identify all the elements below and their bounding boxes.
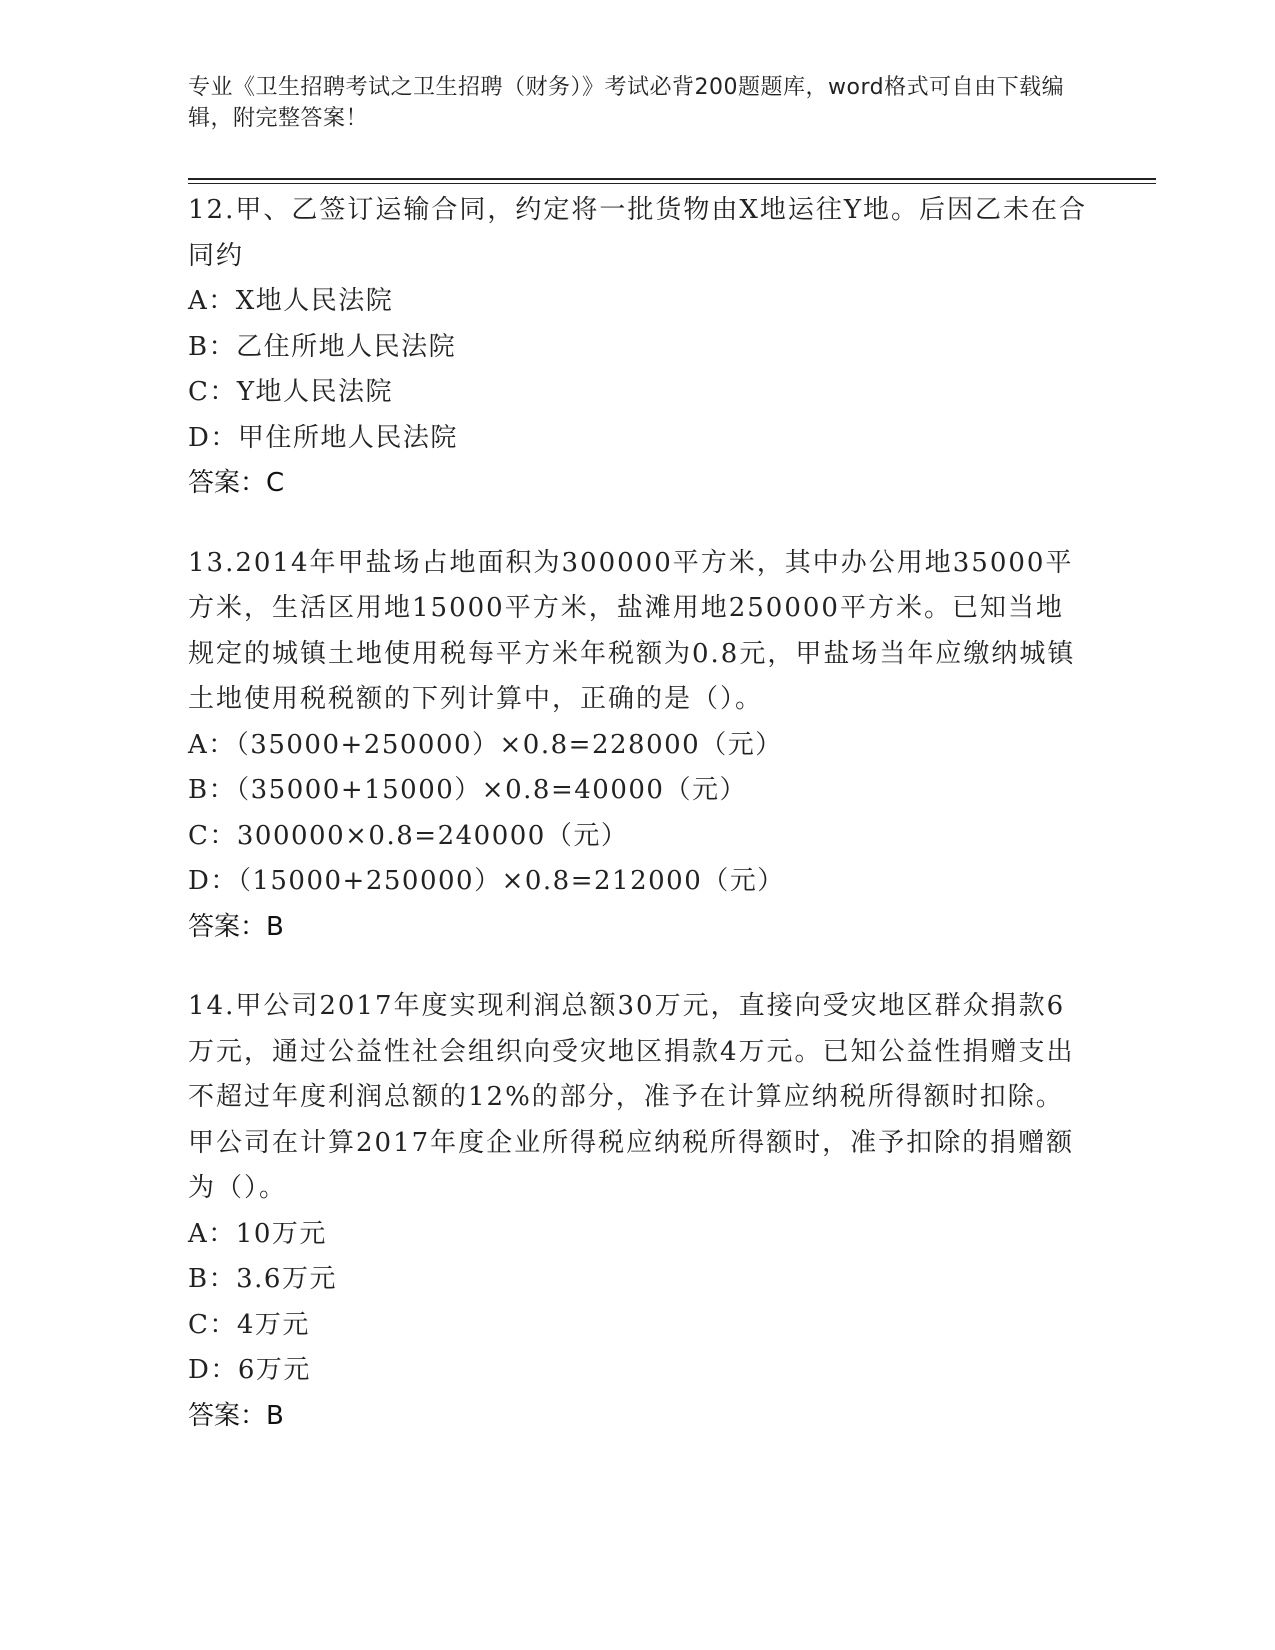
answer-line: 答案：B [188, 1400, 284, 1431]
question-text: 12.甲、乙签订运输合同，约定将一批货物由X地运往Y地。后因乙未在合同约 [188, 195, 1088, 271]
document-intro: 专业《卫生招聘考试之卫生招聘（财务）》考试必背200题题库，word格式可自由下载编辑，附完整答案！ [188, 75, 1065, 131]
option-b: B：3.6万元 [188, 1264, 337, 1294]
option-c: C：Y地人民法院 [188, 377, 394, 407]
question-text: 13.2014年甲盐场占地面积为300000平方米，其中办公用地35000平方米，生活区用地15000平方米，盐滩用地250000平方米。已知当地规定的城镇土地使用税每平方米年税额为0.8元，甲盐场当年应缴纳城镇土地使用税税额的下列计算中，正确的是（）。 [188, 547, 1076, 714]
header-divider-thin [188, 183, 1156, 184]
option-c: C：300000×0.8=240000（元） [188, 820, 629, 851]
option-d: D：甲住所地人民法院 [188, 422, 458, 453]
answer-line: 答案：B [188, 911, 284, 942]
question-13 [188, 541, 1088, 951]
header-divider-thick [188, 178, 1156, 180]
question-list [188, 188, 1088, 1473]
option-d: D：（15000+250000）×0.8=212000（元） [188, 866, 785, 896]
option-a: A：10万元 [188, 1218, 327, 1249]
option-a: A：X地人民法院 [188, 286, 394, 316]
option-c: C：4万元 [188, 1309, 310, 1340]
option-b: B：乙住所地人民法院 [188, 331, 457, 362]
question-text: 14.甲公司2017年度实现利润总额30万元，直接向受灾地区群众捐款6万元，通过公益性社会组织向受灾地区捐款4万元。已知公益性捐赠支出不超过年度利润总额的12%的部分，准予在计算应纳税所得额时扣除。甲公司在计算2017年度企业所得税应纳税所得额时，准予扣除的捐赠额为（）。 [188, 991, 1075, 1203]
option-d: D：6万元 [188, 1355, 311, 1385]
option-a: A：（35000+250000）×0.8=228000（元） [188, 729, 783, 760]
option-b: B：（35000+15000）×0.8=40000（元） [188, 775, 747, 805]
question-12 [188, 188, 1088, 507]
answer-line: 答案：C [188, 468, 285, 498]
question-14 [188, 984, 1088, 1439]
